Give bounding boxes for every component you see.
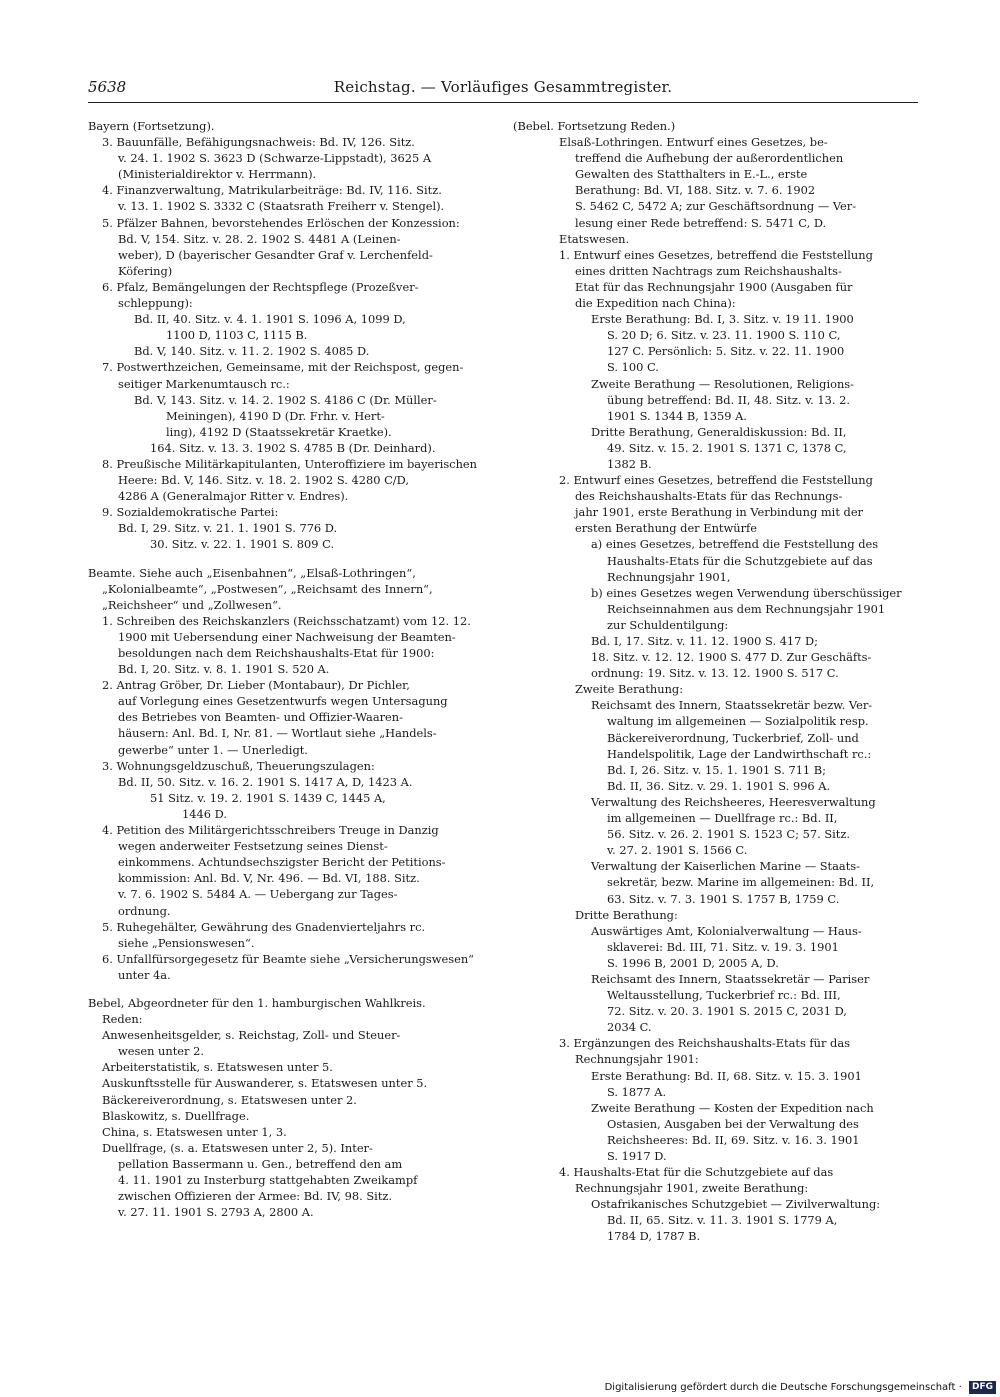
index-line: Bäckereiverordnung, Tuckerbrief, Zoll- und bbox=[607, 730, 859, 745]
index-line: Rechnungsjahr 1901: bbox=[575, 1052, 699, 1067]
index-line: wesen unter 2. bbox=[118, 1044, 204, 1059]
index-line: „Reichsheer“ und „Zollwesen“. bbox=[102, 597, 282, 612]
index-line: 127 C. Persönlich: 5. Sitz. v. 22. 11. 1900 bbox=[607, 344, 845, 359]
index-line: siehe „Pensionswesen“. bbox=[118, 935, 255, 950]
index-line: 1382 B. bbox=[607, 456, 652, 471]
index-line: Haushalts-Etats für die Schutzgebiete auf das bbox=[607, 553, 873, 568]
index-line: v. 7. 6. 1902 S. 5484 A. — Uebergang zur Tages- bbox=[118, 887, 398, 902]
index-line: zur Schuldentilgung: bbox=[607, 617, 729, 632]
index-line: 1. Entwurf eines Gesetzes, betreffend die Feststellung bbox=[559, 247, 873, 262]
index-line: 1784 D, 1787 B. bbox=[607, 1229, 701, 1244]
index-line: 8. Preußische Militärkapitulanten, Unteroffiziere im bayerischen bbox=[102, 456, 477, 471]
index-line: 1900 mit Uebersendung einer Nachweisung der Beamten- bbox=[118, 629, 456, 644]
index-line: v. 13. 1. 1902 S. 3332 C (Staatsrath Freiherr v. Stengel). bbox=[118, 199, 445, 214]
index-line: 3. Wohnungsgeldzuschuß, Theuerungszulagen: bbox=[102, 758, 375, 773]
index-line: unter 4a. bbox=[118, 967, 171, 982]
index-line: ordnung: 19. Sitz. v. 13. 12. 1900 S. 517 C. bbox=[591, 666, 839, 681]
index-line: 1. Schreiben des Reichskanzlers (Reichsschatzamt) vom 12. 12. bbox=[102, 613, 471, 628]
index-line: 6. Pfalz, Bemängelungen der Rechtspflege (Prozeßver- bbox=[102, 279, 419, 294]
index-line: Dritte Berathung: bbox=[575, 907, 678, 922]
index-line: häusern: Anl. Bd. I, Nr. 81. — Wortlaut siehe „Handels- bbox=[118, 726, 437, 741]
index-line: 2. Antrag Gröber, Dr. Lieber (Montabaur), Dr Pichler, bbox=[102, 678, 410, 693]
index-line: 63. Sitz. v. 7. 3. 1901 S. 1757 B, 1759 C. bbox=[607, 891, 840, 906]
index-line: 18. Sitz. v. 12. 12. 1900 S. 477 D. Zur Geschäfts- bbox=[591, 650, 872, 665]
index-line: ling), 4192 D (Staatssekretär Kraetke). bbox=[166, 424, 392, 439]
index-line: Meiningen), 4190 D (Dr. Frhr. v. Hert- bbox=[166, 408, 385, 423]
left-column bbox=[88, 118, 493, 1220]
index-line: (Bebel. Fortsetzung Reden.) bbox=[513, 119, 676, 133]
index-line: ordnung. bbox=[118, 903, 171, 918]
index-line: Etat für das Rechnungsjahr 1900 (Ausgaben für bbox=[575, 279, 853, 294]
index-line: lesung einer Rede betreffend: S. 5471 C, D. bbox=[575, 215, 827, 230]
index-line: 3. Ergänzungen des Reichshaushalts-Etats für das bbox=[559, 1036, 850, 1051]
index-line: weber), D (bayerischer Gesandter Graf v. Lerchenfeld- bbox=[118, 247, 433, 262]
index-line: besoldungen nach dem Reichshaushalts-Etat für 1900: bbox=[118, 646, 435, 660]
index-line: „Kolonialbeamte“, „Postwesen“, „Reichsamt des Innern“, bbox=[102, 581, 433, 596]
index-line: Bd. II, 40. Sitz. v. 4. 1. 1901 S. 1096 A, 1099 D, bbox=[134, 312, 406, 327]
index-line: v. 24. 1. 1902 S. 3623 D (Schwarze-Lippstadt), 3625 A bbox=[118, 151, 432, 166]
index-line: treffend die Aufhebung der außerordentlichen bbox=[575, 151, 844, 166]
index-line: seitiger Markenumtausch rc.: bbox=[118, 376, 290, 391]
entry-spacer bbox=[88, 983, 493, 995]
index-line: (Ministerialdirektor v. Herrmann). bbox=[118, 167, 317, 182]
index-line: Etatswesen. bbox=[559, 231, 630, 246]
index-line: sklaverei: Bd. III, 71. Sitz. v. 19. 3. 1901 bbox=[607, 939, 839, 954]
index-line: Heere: Bd. V, 146. Sitz. v. 18. 2. 1902 S. 4280 C/D, bbox=[118, 473, 409, 488]
index-line: 5. Pfälzer Bahnen, bevorstehendes Erlöschen der Konzession: bbox=[102, 215, 460, 230]
index-line: 6. Unfallfürsorgegesetz für Beamte siehe „Versicherungswesen“ bbox=[102, 951, 474, 966]
index-line: Bebel, Abgeordneter für den 1. hamburgischen Wahlkreis. bbox=[88, 995, 426, 1010]
index-line: Weltausstellung, Tuckerbrief rc.: Bd. III, bbox=[607, 988, 841, 1003]
index-line: Bd. I, 29. Sitz. v. 21. 1. 1901 S. 776 D. bbox=[118, 521, 338, 536]
index-line: 3. Bauunfälle, Befähigungsnachweis: Bd. IV, 126. Sitz. bbox=[102, 135, 415, 150]
index-line: übung betreffend: Bd. II, 48. Sitz. v. 13. 2. bbox=[607, 392, 851, 407]
index-line: Köfering) bbox=[118, 263, 173, 278]
index-line: Bäckereiverordnung, s. Etatswesen unter 2. bbox=[102, 1092, 357, 1107]
index-line: Ostafrikanisches Schutzgebiet — Zivilverwaltung: bbox=[591, 1197, 881, 1212]
index-line: ersten Berathung der Entwürfe bbox=[575, 521, 757, 536]
index-line: a) eines Gesetzes, betreffend die Feststellung des bbox=[591, 537, 879, 552]
index-line: Bd. I, 26. Sitz. v. 15. 1. 1901 S. 711 B; bbox=[607, 762, 827, 777]
index-line: Elsaß-Lothringen. Entwurf eines Gesetzes, be- bbox=[559, 135, 828, 150]
index-line: gewerbe“ unter 1. — Unerledigt. bbox=[118, 742, 308, 757]
index-line: des Betriebes von Beamten- und Offizier-Waaren- bbox=[118, 710, 403, 725]
index-line: Gewalten des Statthalters in E.-L., erste bbox=[575, 167, 808, 182]
index-line: die Expedition nach China): bbox=[575, 296, 736, 311]
index-line: Blaskowitz, s. Duellfrage. bbox=[102, 1108, 250, 1123]
index-line: 4. Petition des Militärgerichtsschreibers Treuge in Danzig bbox=[102, 823, 439, 838]
index-line: 4286 A (Generalmajor Ritter v. Endres). bbox=[118, 489, 349, 504]
index-line: 1100 D, 1103 C, 1115 B. bbox=[166, 328, 308, 343]
index-line: Auskunftsstelle für Auswanderer, s. Etatswesen unter 5. bbox=[102, 1076, 428, 1091]
index-line: S. 1996 B, 2001 D, 2005 A, D. bbox=[607, 955, 779, 970]
index-line: 7. Postwerthzeichen, Gemeinsame, mit der Reichspost, gegen- bbox=[102, 360, 464, 375]
running-title: Reichstag. — Vorläufiges Gesammtregister. bbox=[333, 78, 673, 96]
index-line: Bd. II, 65. Sitz. v. 11. 3. 1901 S. 1779 A, bbox=[607, 1213, 838, 1228]
footer-text: Digitalisierung gefördert durch die Deutsche Forschungsgemeinschaft · bbox=[604, 1382, 962, 1393]
index-line: Bd. I, 17. Sitz. v. 11. 12. 1900 S. 417 D; bbox=[591, 634, 819, 648]
index-line: 72. Sitz. v. 20. 3. 1901 S. 2015 C, 2031 D, bbox=[607, 1004, 847, 1019]
index-line: 5. Ruhegehälter, Gewährung des Gnadenvierteljahrs rc. bbox=[102, 919, 426, 934]
index-line: 2034 C. bbox=[607, 1020, 652, 1035]
index-line: pellation Bassermann u. Gen., betreffend den am bbox=[118, 1156, 403, 1171]
index-line: 30. Sitz. v. 22. 1. 1901 S. 809 C. bbox=[150, 537, 335, 552]
index-line: v. 27. 2. 1901 S. 1566 C. bbox=[607, 843, 748, 858]
index-line: 9. Sozialdemokratische Partei: bbox=[102, 505, 279, 520]
index-line: kommission: Anl. Bd. V, Nr. 496. — Bd. VI, 188. Sitz. bbox=[118, 871, 420, 886]
index-line: im allgemeinen — Duellfrage rc.: Bd. II, bbox=[607, 811, 838, 826]
index-line: 1901 S. 1344 B, 1359 A. bbox=[607, 408, 747, 423]
dfg-logo: DFG bbox=[969, 1381, 996, 1394]
index-line: S. 1877 A. bbox=[607, 1084, 667, 1099]
page-header bbox=[88, 76, 918, 103]
index-line: 1446 D. bbox=[182, 806, 227, 821]
index-line: China, s. Etatswesen unter 1, 3. bbox=[102, 1124, 287, 1139]
index-line: waltung im allgemeinen — Sozialpolitik resp. bbox=[607, 714, 869, 729]
index-line: Zweite Berathung — Kosten der Expedition nach bbox=[591, 1100, 874, 1115]
entry-spacer bbox=[88, 553, 493, 565]
index-line: Reichsamt des Innern, Staatssekretär — Pariser bbox=[591, 971, 870, 986]
index-line: Duellfrage, (s. a. Etatswesen unter 2, 5). Inter- bbox=[102, 1140, 373, 1155]
right-column bbox=[513, 118, 918, 1245]
index-line: S. 1917 D. bbox=[607, 1149, 667, 1163]
index-line: Bd. V, 143. Sitz. v. 14. 2. 1902 S. 4186 C (Dr. Müller- bbox=[134, 392, 437, 407]
index-line: Bd. II, 36. Sitz. v. 29. 1. 1901 S. 996 A. bbox=[607, 778, 831, 793]
index-line: S. 5462 C, 5472 A; zur Geschäftsordnung — Ver- bbox=[575, 199, 857, 214]
page-number: 5638 bbox=[88, 78, 127, 96]
index-line: Reichsheeres: Bd. II, 69. Sitz. v. 16. 3. 1901 bbox=[607, 1132, 860, 1147]
index-line: v. 27. 11. 1901 S. 2793 A, 2800 A. bbox=[118, 1205, 314, 1220]
index-line: Anwesenheitsgelder, s. Reichstag, Zoll- und Steuer- bbox=[102, 1028, 401, 1043]
index-line: Zweite Berathung — Resolutionen, Religions- bbox=[591, 376, 855, 391]
index-line: Rechnungsjahr 1901, zweite Berathung: bbox=[575, 1181, 809, 1196]
index-line: 4. 11. 1901 zu Insterburg stattgehabten Zweikampf bbox=[118, 1173, 418, 1187]
index-line: 56. Sitz. v. 26. 2. 1901 S. 1523 C; 57. Sitz. bbox=[607, 827, 850, 842]
index-line: Handelspolitik, Lage der Landwirthschaft rc.: bbox=[607, 746, 872, 761]
index-line: 164. Sitz. v. 13. 3. 1902 S. 4785 B (Dr. Deinhard). bbox=[150, 440, 436, 455]
index-line: Ostasien, Ausgaben bei der Verwaltung des bbox=[607, 1116, 859, 1131]
index-line: Reden: bbox=[102, 1012, 143, 1027]
index-line: Reichseinnahmen aus dem Rechnungsjahr 1901 bbox=[607, 601, 886, 616]
index-line: Bd. II, 50. Sitz. v. 16. 2. 1901 S. 1417 A, D, 1423 A. bbox=[118, 774, 413, 789]
index-line: Bd. V, 140. Sitz. v. 11. 2. 1902 S. 4085 D. bbox=[134, 344, 370, 359]
index-line: Rechnungsjahr 1901, bbox=[607, 569, 731, 584]
index-line: jahr 1901, erste Berathung in Verbindung mit der bbox=[575, 505, 864, 520]
index-line: Auswärtiges Amt, Kolonialverwaltung — Haus- bbox=[591, 923, 862, 938]
index-line: Arbeiterstatistik, s. Etatswesen unter 5. bbox=[102, 1060, 333, 1075]
index-line: 49. Sitz. v. 15. 2. 1901 S. 1371 C, 1378 C, bbox=[607, 440, 847, 455]
index-line: des Reichshaushalts-Etats für das Rechnungs- bbox=[575, 489, 843, 504]
index-line: Beamte. Siehe auch „Eisenbahnen“, „Elsaß-Lothringen“, bbox=[88, 565, 416, 580]
index-line: schleppung): bbox=[118, 296, 193, 311]
index-line: 4. Finanzverwaltung, Matrikularbeiträge: Bd. IV, 116. Sitz. bbox=[102, 183, 442, 198]
index-line: wegen anderweiter Festsetzung seines Dienst- bbox=[118, 839, 388, 854]
index-line: Bd. I, 20. Sitz. v. 8. 1. 1901 S. 520 A. bbox=[118, 662, 330, 677]
index-line: Verwaltung der Kaiserlichen Marine — Staats- bbox=[591, 859, 860, 874]
index-line: auf Vorlegung eines Gesetzentwurfs wegen Untersagung bbox=[118, 694, 448, 709]
index-line: sekretär, bezw. Marine im allgemeinen: Bd. II, bbox=[607, 875, 875, 890]
index-line: Dritte Berathung, Generaldiskussion: Bd. II, bbox=[591, 424, 847, 439]
index-line: Verwaltung des Reichsheeres, Heeresverwaltung bbox=[591, 794, 876, 809]
index-line: 51 Sitz. v. 19. 2. 1901 S. 1439 C, 1445 A, bbox=[150, 790, 386, 805]
index-line: b) eines Gesetzes wegen Verwendung überschüssiger bbox=[591, 585, 902, 600]
index-line: 2. Entwurf eines Gesetzes, betreffend die Feststellung bbox=[559, 473, 873, 488]
index-line: Bayern (Fortsetzung). bbox=[88, 119, 215, 133]
index-line: eines dritten Nachtrags zum Reichshaushalts- bbox=[575, 263, 842, 278]
index-line: 4. Haushalts-Etat für die Schutzgebiete auf das bbox=[559, 1165, 834, 1180]
index-line: Berathung: Bd. VI, 188. Sitz. v. 7. 6. 1902 bbox=[575, 183, 816, 198]
index-line: S. 20 D; 6. Sitz. v. 23. 11. 1900 S. 110 C, bbox=[607, 328, 841, 343]
index-line: Zweite Berathung: bbox=[575, 682, 684, 697]
index-line: Bd. V, 154. Sitz. v. 28. 2. 1902 S. 4481 A (Leinen- bbox=[118, 231, 401, 246]
index-line: zwischen Offizieren der Armee: Bd. IV, 98. Sitz. bbox=[118, 1189, 393, 1204]
index-line: S. 100 C. bbox=[607, 360, 659, 375]
index-line: einkommens. Achtundsechszigster Bericht der Petitions- bbox=[118, 855, 446, 870]
footer-credit bbox=[596, 1380, 996, 1396]
index-line: Erste Berathung: Bd. II, 68. Sitz. v. 15. 3. 1901 bbox=[591, 1068, 862, 1083]
index-line: Erste Berathung: Bd. I, 3. Sitz. v. 19 11. 1900 bbox=[591, 312, 854, 327]
index-line: Reichsamt des Innern, Staatssekretär bezw. Ver- bbox=[591, 698, 873, 713]
